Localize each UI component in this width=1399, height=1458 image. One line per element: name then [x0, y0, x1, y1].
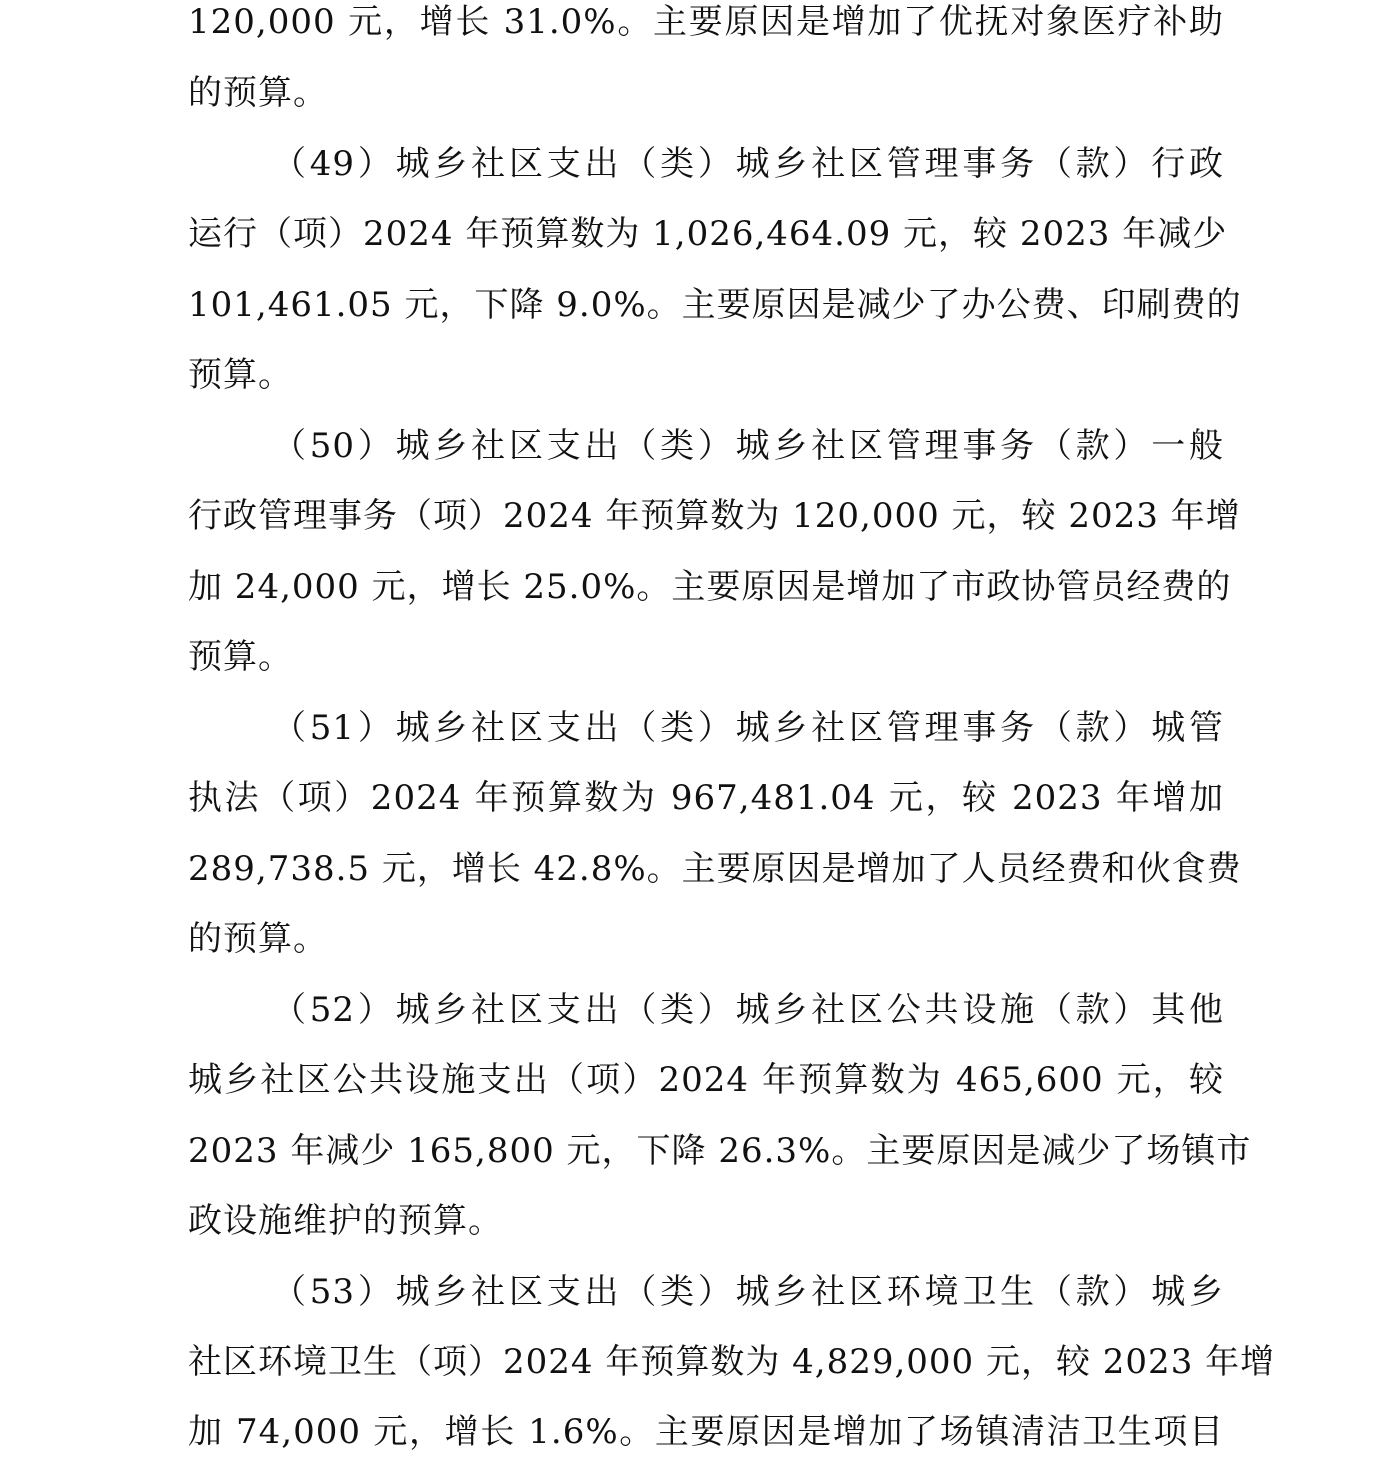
text-line: 行政管理事务（项）2024 年预算数为 120,000 元，较 2023 年增 — [188, 496, 1241, 536]
text-line: 城乡社区公共设施支出（项）2024 年预算数为 465,600 元，较 — [188, 1060, 1224, 1100]
paragraph-49-first-line: （49）城乡社区支出（类）城乡社区管理事务（款）行政 — [272, 144, 1224, 184]
text-line: 预算。 — [188, 355, 293, 395]
text-line: 289,738.5 元，增长 42.8%。主要原因是增加了人员经费和伙食费 — [188, 849, 1242, 889]
text-line: 2023 年减少 165,800 元，下降 26.3%。主要原因是减少了场镇市 — [188, 1131, 1252, 1171]
paragraph-50-first-line: （50）城乡社区支出（类）城乡社区管理事务（款）一般 — [272, 426, 1224, 466]
text-line: 101,461.05 元，下降 9.0%。主要原因是减少了办公费、印刷费的 — [188, 285, 1242, 325]
text-line: 的预算。 — [188, 73, 328, 113]
paragraph-51-first-line: （51）城乡社区支出（类）城乡社区管理事务（款）城管 — [272, 708, 1224, 748]
text-line: 政设施维护的预算。 — [188, 1201, 503, 1241]
text-line: 执法（项）2024 年预算数为 967,481.04 元，较 2023 年增加 — [188, 778, 1224, 818]
text-line: 120,000 元，增长 31.0%。主要原因是增加了优抚对象医疗补助 — [188, 2, 1224, 42]
text-line: 社区环境卫生（项）2024 年预算数为 4,829,000 元，较 2023 年增 — [188, 1342, 1276, 1382]
text-line: 加 74,000 元，增长 1.6%。主要原因是增加了场镇清洁卫生项目 — [188, 1412, 1224, 1452]
text-line: 运行（项）2024 年预算数为 1,026,464.09 元，较 2023 年减少 — [188, 214, 1228, 254]
text-line: 预算。 — [188, 637, 293, 677]
text-line: 的预算。 — [188, 919, 328, 959]
text-line: 加 24,000 元，增长 25.0%。主要原因是增加了市政协管员经费的 — [188, 567, 1232, 607]
paragraph-53-first-line: （53）城乡社区支出（类）城乡社区环境卫生（款）城乡 — [272, 1272, 1224, 1312]
paragraph-52-first-line: （52）城乡社区支出（类）城乡社区公共设施（款）其他 — [272, 990, 1224, 1030]
